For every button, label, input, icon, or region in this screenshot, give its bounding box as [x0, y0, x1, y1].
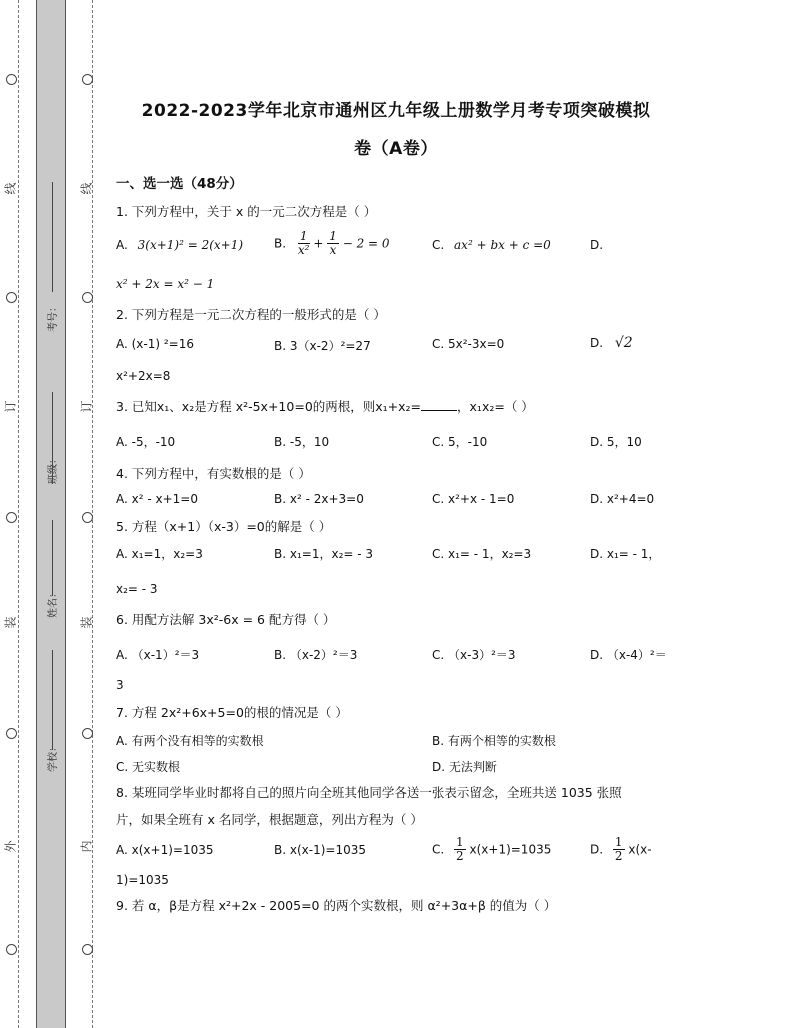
- question-5-option-d[interactable]: D. x₁= - 1，: [590, 547, 661, 561]
- question-7-stem: 7. 方程 2x²+6x+5=0的根的情况是（ ）: [116, 705, 348, 720]
- question-3-stem: 3. 已知x₁、x₂是方程 x²-5x+10=0的两根，则x₁+x₂= ，x₁x₂=（ ）: [116, 399, 534, 414]
- binding-hole: [82, 728, 93, 739]
- question-8-option-c[interactable]: C. $\frac{1}{2}$ x(x+1)=1035: [432, 835, 552, 863]
- field-line-exam-no[interactable]: [52, 182, 53, 292]
- binding-hole: [82, 74, 93, 85]
- question-1-option-b[interactable]: B. $\frac{1}{\text{x²}}$ + $\frac{1}{x}$ − 2 = 0: [274, 229, 390, 257]
- outer-char: 订: [3, 400, 18, 413]
- question-5-stem: 5. 方程（x+1）（x-3）=0的解是（ ）: [116, 519, 332, 534]
- question-7-option-b[interactable]: B. 有两个相等的实数根: [432, 734, 556, 748]
- question-6-option-a[interactable]: A. （x-1）²＝3: [116, 648, 200, 662]
- binding-hole: [6, 512, 17, 523]
- option-label: C.: [432, 238, 445, 252]
- question-5-option-b[interactable]: B. x₁=1，x₂= - 3: [274, 547, 374, 561]
- fraction: $\frac{1}{\text{x²}}$: [297, 229, 310, 257]
- question-1-option-d-formula: x² + 2x = x² − 1: [116, 277, 215, 291]
- question-5-option-a[interactable]: A. x₁=1，x₂=3: [116, 547, 203, 561]
- binding-hole: [82, 512, 93, 523]
- question-9-stem: 9. 若 α，β是方程 x²+2x - 2005=0 的两个实数根，则 α²+3α+β 的值为（ ）: [116, 898, 557, 913]
- option-label: C.: [432, 842, 445, 857]
- question-2-stem: 2. 下列方程是一元二次方程的一般形式的是（ ）: [116, 307, 386, 322]
- binding-margin: [0, 0, 100, 1028]
- section-heading: 一、选一选（48分）: [116, 176, 243, 192]
- binding-hole: [6, 728, 17, 739]
- question-1-option-a[interactable]: [116, 238, 243, 252]
- question-6-option-d[interactable]: D. （x-4）²＝: [590, 648, 667, 662]
- field-line-class[interactable]: [52, 392, 53, 484]
- inner-char: 内: [79, 840, 94, 853]
- inner-char: 订: [79, 400, 94, 413]
- question-2-option-d[interactable]: [590, 335, 633, 351]
- question-4-option-a[interactable]: A. x² - x+1=0: [116, 492, 198, 506]
- question-6-option-b[interactable]: B. （x-2）²＝3: [274, 648, 358, 662]
- question-6-option-c[interactable]: C. （x-3）²＝3: [432, 648, 516, 662]
- page-title-cont: 卷（A卷）: [354, 139, 438, 159]
- option-label: D.: [590, 336, 604, 350]
- question-2-option-b[interactable]: B. 3（x-2）²=27: [274, 339, 371, 353]
- question-4-stem: 4. 下列方程中，有实数根的是（ ）: [116, 466, 311, 481]
- field-line-school[interactable]: [52, 650, 53, 750]
- binding-hole: [6, 292, 17, 303]
- question-7-option-d[interactable]: D. 无法判断: [432, 760, 497, 774]
- question-4-option-d[interactable]: D. x²+4=0: [590, 492, 655, 506]
- question-6-stem: 6. 用配方法解 3x²-6x = 6 配方得（ ）: [116, 612, 336, 627]
- answer-blank[interactable]: [421, 410, 457, 411]
- sqrt-value: √2: [614, 335, 633, 351]
- inner-char: 线: [79, 182, 94, 195]
- question-6-option-d-cont: 3: [116, 678, 124, 692]
- field-line-name[interactable]: [52, 520, 53, 596]
- question-5-option-d-cont: x₂= - 3: [116, 582, 158, 596]
- option-label: D.: [590, 238, 604, 252]
- question-3-option-d[interactable]: D. 5，10: [590, 435, 642, 449]
- field-label-school: 学校：: [48, 742, 59, 772]
- question-8-option-b[interactable]: B. x(x-1)=1035: [274, 843, 366, 857]
- binding-hole: [82, 292, 93, 303]
- question-1-option-d[interactable]: [590, 238, 603, 252]
- option-formula: ax² + bx + c =0: [454, 238, 551, 252]
- outer-char: 线: [3, 182, 18, 195]
- binding-hole: [82, 944, 93, 955]
- field-label-class: 班级：: [48, 454, 59, 484]
- binding-band: [36, 0, 66, 1028]
- question-3-option-b[interactable]: B. -5，10: [274, 435, 330, 449]
- outer-char: 装: [3, 616, 18, 629]
- field-label-name: 姓名：: [48, 588, 59, 618]
- option-label: B.: [274, 236, 287, 251]
- field-label-exam-no: 考号：: [48, 302, 59, 332]
- question-8-stem-cont: 片，如果全班有 x 名同学，根据题意，列出方程为（ ）: [116, 812, 423, 827]
- inner-char: 装: [79, 616, 94, 629]
- page-title: 2022-2023学年北京市通州区九年级上册数学月考专项突破模拟: [141, 101, 651, 121]
- fraction: $\frac{1}{x}$: [329, 229, 337, 257]
- question-7-option-c[interactable]: C. 无实数根: [116, 760, 181, 774]
- fraction: $\frac{1}{2}$: [456, 835, 464, 863]
- question-3-option-c[interactable]: C. 5，-10: [432, 435, 488, 449]
- question-1-stem: 1. 下列方程中，关于 x 的一元二次方程是（ ）: [116, 204, 377, 219]
- fraction: $\frac{1}{2}$: [614, 835, 623, 863]
- question-4-option-b[interactable]: B. x² - 2x+3=0: [274, 492, 364, 506]
- outer-cut-line: [18, 0, 19, 1028]
- question-4-option-c[interactable]: C. x²+x - 1=0: [432, 492, 515, 506]
- question-8-option-d[interactable]: D. $\frac{1}{2}$ x(x-: [590, 835, 652, 863]
- question-2-option-a[interactable]: A. (x-1) ²=16: [116, 337, 195, 351]
- question-7-option-a[interactable]: A. 有两个没有相等的实数根: [116, 734, 264, 748]
- question-8-option-a[interactable]: A. x(x+1)=1035: [116, 843, 214, 857]
- binding-hole: [6, 944, 17, 955]
- question-2-option-d-cont: x²+2x=8: [116, 369, 171, 383]
- option-label: A.: [116, 238, 128, 252]
- outer-char: 外: [3, 840, 18, 853]
- option-label: D.: [590, 842, 604, 857]
- question-8-stem: 8. 某班同学毕业时都将自己的照片向全班其他同学各送一张表示留念，全班共送 1035 张照: [116, 785, 622, 800]
- question-2-option-c[interactable]: C. 5x²-3x=0: [432, 337, 505, 351]
- binding-hole: [6, 74, 17, 85]
- question-5-option-c[interactable]: C. x₁= - 1，x₂=3: [432, 547, 532, 561]
- option-formula: 3(x+1)² = 2(x+1): [137, 238, 244, 252]
- question-3-option-a[interactable]: A. -5，-10: [116, 435, 176, 449]
- question-8-option-d-cont: 1)=1035: [116, 873, 169, 887]
- question-1-option-c[interactable]: [432, 238, 551, 252]
